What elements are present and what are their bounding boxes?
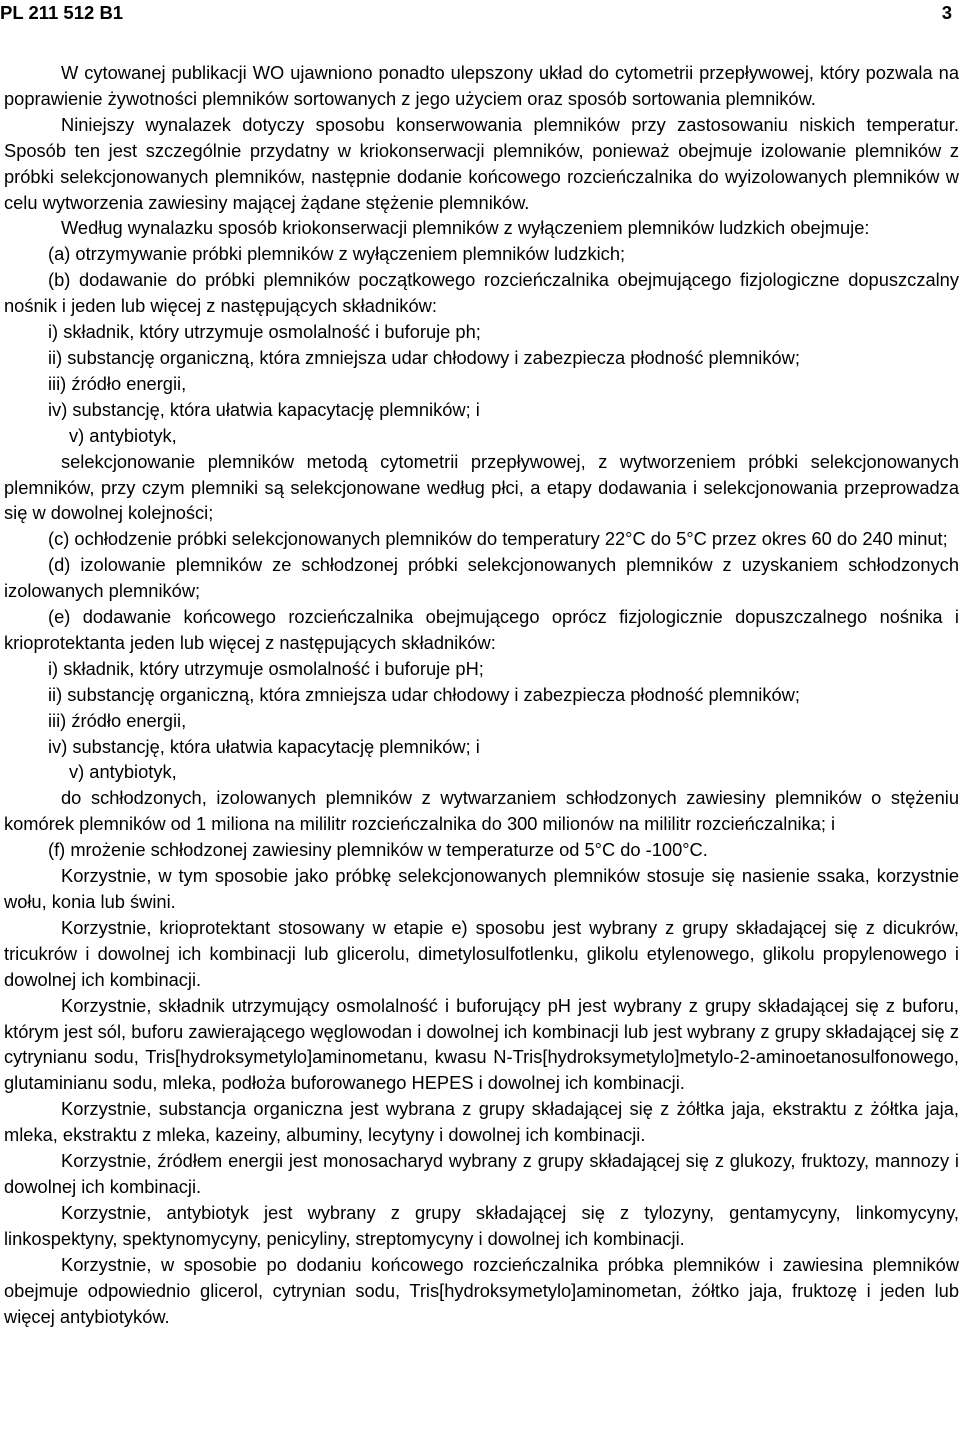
paragraph-final-composition: Korzystnie, w sposobie po dodaniu końcowego rozcieńczalnika próbka plemników i zawiesina plemników obejmuje odpowiednio glicerol, cytrynian sodu, Tris[hydroksymetylo]aminometan, żółtko jaja, fruktozę i jeden lub więcej antybiotyków. (4, 1253, 959, 1327)
step-e: (e) dodawanie końcowego rozcieńczalnika obejmującego oprócz fizjologicznie dopuszczalnego nośnika i krioprotektanta jeden lub więcej z następujących składników: (4, 606, 959, 653)
list2-item: iv) substancję, która ułatwia kapacytację plemników; i (48, 735, 480, 757)
step-a: (a) otrzymywanie próbki plemników z wyłączeniem plemników ludzkich; (48, 243, 626, 265)
patent-number: PL 211 512 B1 (0, 2, 124, 23)
list2-item: ii) substancję organiczną, która zmniejsza udar chłodowy i zabezpiecza płodność plemników; (48, 683, 800, 705)
list2-item: i) składnik, który utrzymuje osmolalność i buforuje pH; (48, 657, 484, 679)
paragraph-invention-summary: Niniejszy wynalazek dotyczy sposobu konserwowania plemników przy zastosowaniu niskich temperatur. Sposób ten jest szczególnie przydatny w kriokonserwacji plemników, ponieważ obejmuje izolowanie plemników z próbki selekcjonowanych plemników, następnie dodanie końcowego rozcieńczalnika do wyizolowanych plemników w celu wytworzenia zawiesiny mającej żądane stężenie plemników. (4, 113, 959, 213)
step-b: (b) dodawanie do próbki plemników początkowego rozcieńczalnika obejmującego fizjologiczne dopuszczalny nośnik i jeden lub więcej z następujących składników: (4, 269, 959, 317)
list1-item: ii) substancję organiczną, która zmniejsza udar chłodowy i zabezpiecza płodność plemników; (48, 346, 800, 368)
step-c: (c) ochłodzenie próbki selekcjonowanych plemników do temperatury 22°C do 5°C przez okres 60 do 240 minut; (48, 528, 948, 550)
page-number: 3 (941, 2, 952, 23)
paragraph-cryoprotectant: Korzystnie, krioprotektant stosowany w etapie e) sposobu jest wybrany z grupy składającej się z dicukrów, tricukrów i dowolnej ich kombinacji lub glicerolu, dimetylosulfotlenku, glikolu etylenowego, glikolu propylenowego i dowolnej ich kombinacji. (4, 916, 959, 990)
paragraph-prior-art: W cytowanej publikacji WO ujawniono ponadto ulepszony układ do cytometrii przepływowej, który pozwala na poprawienie żywotności plemników sortowanych z jego użyciem oraz sposób sortowania plemników. (4, 62, 959, 109)
step-f: (f) mrożenie schłodzonej zawiesiny plemników w temperaturze od 5°C do -100°C. (48, 839, 708, 861)
list1-item: iv) substancję, która ułatwia kapacytację plemników; i (48, 398, 480, 420)
step-d: (d) izolowanie plemników ze schłodzonej próbki selekcjonowanych plemników z uzyskaniem schłodzonych izolowanych plemników; (4, 554, 959, 602)
paragraph-semen-source: Korzystnie, w tym sposobie jako próbkę selekcjonowanych plemników stosuje się nasienie ssaka, korzystnie wołu, konia lub świni. (4, 865, 959, 912)
list1-item: iii) źródło energii, (48, 372, 187, 394)
paragraph-method-intro: Według wynalazku sposób kriokonserwacji plemników z wyłączeniem plemników ludzkich obejmuje: (61, 217, 870, 239)
paragraph-organic-substance: Korzystnie, substancja organiczna jest wybrana z grupy składającej się z żółtka jaja, ekstraktu z żółtka jaja, mleka, ekstraktu z mleka, kazeiny, albuminy, lecytyny i dowolnej ich kombinacji. (4, 1098, 959, 1146)
list1-item: v) antybiotyk, (69, 424, 177, 446)
suspension-step: do schłodzonych, izolowanych plemników z wytwarzaniem schłodzonych zawiesiny plemników o stężeniu komórek plemników od 1 miliona na mililitr rozcieńczalnika do 300 milionów na mililitr rozcieńczalnika; i (4, 787, 959, 835)
list2-item: iii) źródło energii, (48, 709, 187, 731)
list2-item: v) antybiotyk, (69, 761, 177, 783)
paragraph-buffer: Korzystnie, składnik utrzymujący osmolalność i buforujący pH jest wybrany z grupy składającej się z buforu, którym jest sól, buforu zawierającego węglowodan i dowolnej ich kombinacji lub jest wybrany z grupy składającej się z cytrynianu sodu, Tris[hydroksymetylo]aminometanu, kwasu N-Tris[hydroksymetylo]metylo-2-aminoetanosulfonowego, glutaminianu sodu, mleka, podłoża buforowanego HEPES i dowolnej ich kombinacji. (4, 994, 959, 1094)
list1-item: i) składnik, który utrzymuje osmolalność i buforuje ph; (48, 321, 481, 343)
page-header (0, 2, 960, 26)
document-body (4, 60, 959, 1329)
selection-step: selekcjonowanie plemników metodą cytometrii przepływowej, z wytworzeniem próbki selekcjonowanych plemników, przy czym plemniki są selekcjonowane według płci, a etapy dodawania i selekcjonowania przeprowadza się w dowolnej kolejności; (4, 450, 959, 524)
paragraph-antibiotic: Korzystnie, antybiotyk jest wybrany z grupy składającej się z tylozyny, gentamycyny, linkomycyny, linkospektyny, spektynomycyny, penicyliny, streptomycyny i dowolnej ich kombinacji. (4, 1201, 959, 1249)
paragraph-energy-source: Korzystnie, źródłem energii jest monosacharyd wybrany z grupy składającej się z glukozy, fruktozy, mannozy i dowolnej ich kombinacji. (4, 1150, 959, 1197)
